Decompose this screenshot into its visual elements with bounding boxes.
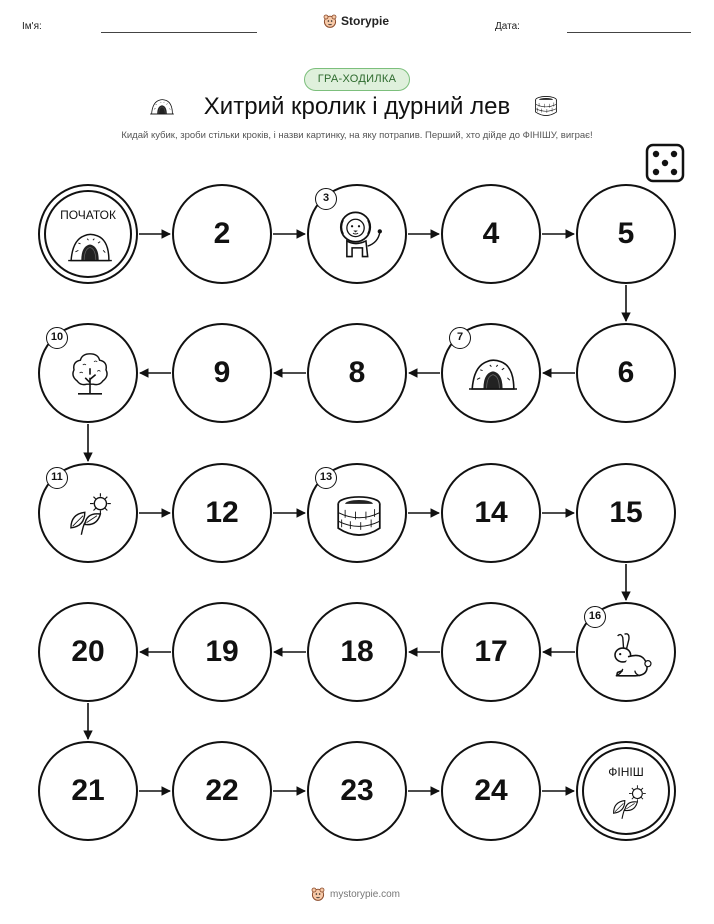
leaf-sun-icon [64,491,116,537]
cell-number: 12 [205,496,239,529]
cell-number: 15 [609,496,643,529]
cell-number: 9 [213,356,231,389]
finish-label: ФІНІШ [608,765,644,779]
cell-24 [441,741,541,841]
well-icon [533,94,559,118]
cell-number-tag: 11 [46,467,68,489]
cell-number: 22 [205,774,239,807]
cell-number: 19 [205,635,239,668]
cell-5 [576,184,676,284]
cell-11 [38,463,138,563]
cell-number: 2 [213,217,231,250]
cell-number-tag: 13 [315,467,337,489]
well-icon [333,493,385,539]
cell-9 [172,323,272,423]
cell-7 [441,323,541,423]
footer [310,886,400,902]
instructions: Кидай кубик, зроби стільки кроків, і назви картинку, на яку потрапив. Перший, хто дійде до ФІНІШУ, виграє! [121,130,593,141]
cell-23 [307,741,407,841]
page-title: Хитрий кролик і дурний лев [203,93,511,120]
cell-number: 18 [340,635,374,668]
mascot-icon [310,886,326,902]
cell-8 [307,323,407,423]
cell-6 [576,323,676,423]
footer-url[interactable]: mystorypie.com [330,888,401,900]
date-label: Дата: [495,21,520,32]
cell-21 [38,741,138,841]
cave-icon [68,230,112,262]
tree-icon [70,349,110,397]
cell-16 [576,602,676,702]
cell-number-tag: 7 [449,327,471,349]
cell-number: 21 [71,774,105,807]
cell-13 [307,463,407,563]
cell-number: 6 [617,356,635,389]
cell-number-tag: 3 [315,188,337,210]
leaf-sun-icon [608,783,650,821]
cell-number: 14 [474,496,508,529]
cell-number: 8 [348,356,366,389]
lion-icon [333,208,385,260]
name-label: Ім'я: [22,21,42,32]
cell-12 [172,463,272,563]
cell-number-tag: 16 [584,606,606,628]
cell-number: 23 [340,774,374,807]
cell-10 [38,323,138,423]
cell-number: 20 [71,635,105,668]
cave-icon [150,96,174,116]
cell-number: 5 [617,217,635,250]
cell-3 [307,184,407,284]
cell-22 [172,741,272,841]
cell-number: 17 [474,635,508,668]
die-icon [645,143,685,183]
cell-number: 4 [482,217,500,250]
cave-icon [469,355,517,391]
brand-name: Storypie [341,14,390,28]
start-label: ПОЧАТОК [60,208,116,222]
rabbit-icon [602,630,654,680]
cell-15 [576,463,676,563]
cell-17 [441,602,541,702]
cell-20 [38,602,138,702]
cell-19 [172,602,272,702]
cell-18 [307,602,407,702]
cell-2 [172,184,272,284]
cell-14 [441,463,541,563]
cell-number-tag: 10 [46,327,68,349]
cell-4 [441,184,541,284]
cell-finish [576,741,676,841]
cell-start [38,184,138,284]
game-type-badge: ГРА-ХОДИЛКА [304,68,410,91]
cell-number: 24 [474,774,508,807]
